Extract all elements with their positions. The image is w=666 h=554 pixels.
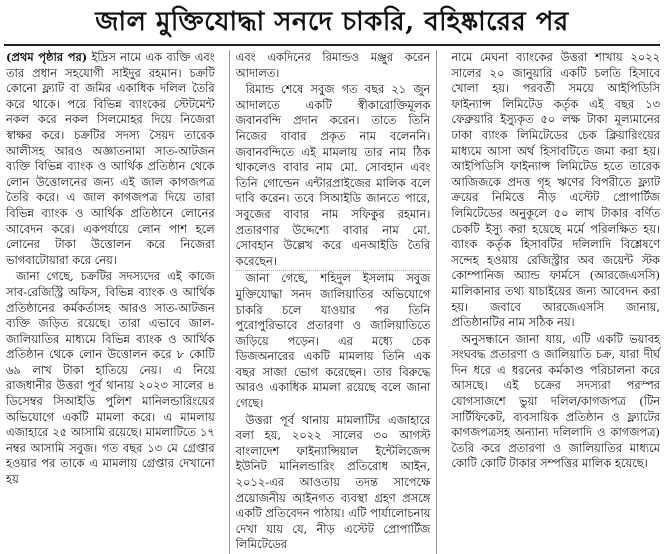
col1-p1-text: ইদ্রিস নামে এক ব্যক্তি এবং তার প্রধান সহযোগী সাইদুর রহমান। চক্রটি কোনো ফ্ল্যাট বা জমির একাধিক দলিল তৈরি করে থাকে। পরে বিভিন্ন ব্যাংকের স্টেটমেন্ট নকল করে নকল সিলমোহর দিয়ে নিজেরা স্বাক্ষর করে। চক্রটির সদস্য সৈয়দ তারেক আলীসহ আরও অজ্ঞাতনামা সাত-আটজন ব্যক্তি বিভিন্ন ব্যাংক ও আর্থিক প্রতিষ্ঠান থেকে লোন উত্তোলনের জন্য এই জাল কাগজপত্র তৈরি করে। এ জাল কাগজপত্র দিয়ে তারা বিভিন্ন ব্যাংক ও আর্থিক প্রতিষ্ঠানে লোনের আবেদন করে। একপর্যায়ে লোন পাশ হলে লোনের টাকা উত্তোলন করে নিজেরা ভাগবাটোয়ারা করে নেয়। [6, 50, 215, 267]
col2-paragraph-3: জানা গেছে, শহিদুল ইসলাম সবুজ মুক্তিযোদ্ধা সনদ জালিয়াতির অভিযোগে চাকরি চলে যাওয়ার পর তিনি পুরোপুরিভাবে প্রতারণা ও জালিয়াতিতে জড়িয়ে পড়েন। এর মধ্যে চেক ডিজঅনারের একটি মামলায় তিনি এক বছর সাজা ভোগ করেছেন। তার বিরুদ্ধে আরও একাধিক মামলা রয়েছে বলে জানা গেছে। [235, 271, 431, 411]
continuation-label: (প্রথম পৃষ্ঠার পর) [6, 50, 88, 64]
col1-paragraph-1 [6, 50, 215, 268]
column-2 [229, 50, 438, 554]
headline: জাল মুক্তিযোদ্ধা সনদে চাকরি, বহিষ্কারের পর [95, 7, 569, 37]
col3-paragraph-2: অনুসন্ধানে জানা যায়, এটি একটি ভয়াবহ সংঘবদ্ধ প্রতারণা ও জালিয়াতি চক্র, যারা দীর্ঘ দিন ধরে এ ধরনের কর্মকাণ্ড পরিচালনা করে আসছে। এই চক্রের সদস্যরা পরস্পর যোগসাজশে ভুয়া দলিল/কাগজপত্র (টিন সার্টিফিকেট, ব্যবসায়িক প্রতিষ্ঠান ও ফ্ল্যাটের কাগজপত্রসহ অন্যান্য দলিলাদি ও কাগজপত্র) তৈরি করে প্রতারণা ও জালিয়াতির মাধ্যমে কোটি কোটি টাকার সম্পত্তির মালিক হয়েছে। [451, 331, 660, 471]
col2-paragraph-1: এবং একদিনের রিমান্ডও মঞ্জুর করেন আদালত। [235, 50, 431, 80]
col2-paragraph-4: উত্তরা পূর্ব থানায় মামলাটির এজাহারে বলা হয়, ২০২২ সালের ৩০ আগস্ট বাংলাদেশ ফাইন্যান্সিয়াল ইন্টেলিজেন্স ইউনিট মানিলন্ডারিং প্রতিরোধ আইন, ২০১২-এর আওতায় তদন্ত সাপেক্ষে প্রয়োজনীয় আইনগত ব্যবস্থা গ্রহণ প্রসঙ্গে একটি প্রতিবেদন পাঠায়। এটি পার্যালোচনায় দেখা যায় যে, নীড় এস্টেট প্রোপার্টিজ লিমিটেডের [235, 412, 431, 552]
col2-paragraph-2: রিমান্ড শেষে সবুজ গত বছর ২১ জুন আদালতে একটি স্বীকারোক্তিমূলক জবানবন্দি প্রদান করেন। তাতে তিনি নিজের বাবার প্রকৃত নাম বলেননি। জবানবন্দিতে এই মামলায় তার নাম ঠিক থাকলেও বাবার নাম মো. সোবহান এবং তিনি গোল্ডেন এন্টারপ্রাইজের মালিক বলে দাবি করেন। তবে সিআইডি জানতে পারে, সবুজের বাবার নাম সফিকুর রহমান। প্রতারণার উদ্দেশ্যে বাবার নাম মো. সোবহান উল্লেখ করে এনআইডি তৈরি করেছেন। [235, 82, 431, 268]
headline-bar [4, 2, 660, 46]
col1-paragraph-2: জানা গেছে, চক্রটির সদস্যদের এই কাজে সাব-রেজিস্ট্রি অফিস, বিভিন্ন ব্যাংক ও আর্থিক প্রতিষ্ঠানের কর্মকর্তাসহ আরও সাত-আটজন ব্যক্তি জড়িত রয়েছে। তারা এভাবে জাল-জালিয়াতির মাধ্যমে বিভিন্ন ব্যাংক ও আর্থিক প্রতিষ্ঠান থেকে লোন উত্তোলন করে ৮ কোটি ৬৯ লাখ টাকা হাতিয়ে নেয়। এ নিয়ে রাজধানীর উত্তরা পূর্ব থানায় ২০২৩ সালের ৪ ডিসেম্বর সিআইডি পুলিশ মানিলন্ডারিংয়ের অভিযোগে একটি মামলা করে। এ মামলায় এজাহারে ২৫ আসামি রয়েছে। মামলাটিতে ১৭ নম্বর আসামি সবুজ। গত বছর ১৩ মে গ্রেপ্তার হওয়ার পর তাকে এ মামলায় গ্রেপ্তার দেখানো হয় [6, 269, 215, 487]
col3-paragraph-1: নামে মেঘনা ব্যাংকের উত্তরা শাখায় ২০২২ সালের ২০ জানুয়ারি একটি চলতি হিসাবে খোলা হয়। পরবর্তী সময়ে আইপিডিসি ফাইন্যান্স লিমিটেড কর্তৃক এই বছর ১৩ ফেব্রুয়ারি ইস্যুকৃত ৫০ লক্ষ টাকা মূল্যমানের ঢাকা ব্যাংক লিমিটেডের চেক ক্লিয়ারিংয়ের মাধ্যমে আসা অর্থ হিসাবটিতে জমা করা হয়। আইপিডিসি ফাইন্যান্স লিমিটেড হতে তারেক আজিজকে প্রদত্ত গৃহ ঋণের বিপরীতে ফ্ল্যাট ক্রয়ের নিমিত্তে নীড় এস্টেট প্রোপার্টিজ লিমিটেডের অনুকূলে ৫০ লাখ টাকার বর্ণিত চেকটি ইস্যু করা হয়েছে মর্মে পরিলক্ষিত হয়। ব্যাংক কর্তৃক হিসাবটির দলিলাদি বিশ্লেষণে সন্দেহ হওয়ায় রেজিস্ট্রার অব জয়েন্ট স্টক কোম্পানিজ অ্যান্ড ফার্মসে (আরজেএসসি) মালিকানার তথ্য যাচাইয়ের জন্য আবেদন করা হয়। জবাবে আরজেএসসি জানায়, প্রতিষ্ঠানটির নাম সঠিক নয়। [451, 50, 660, 330]
column-1 [6, 50, 215, 554]
column-3 [451, 50, 660, 554]
article-columns [6, 50, 660, 552]
